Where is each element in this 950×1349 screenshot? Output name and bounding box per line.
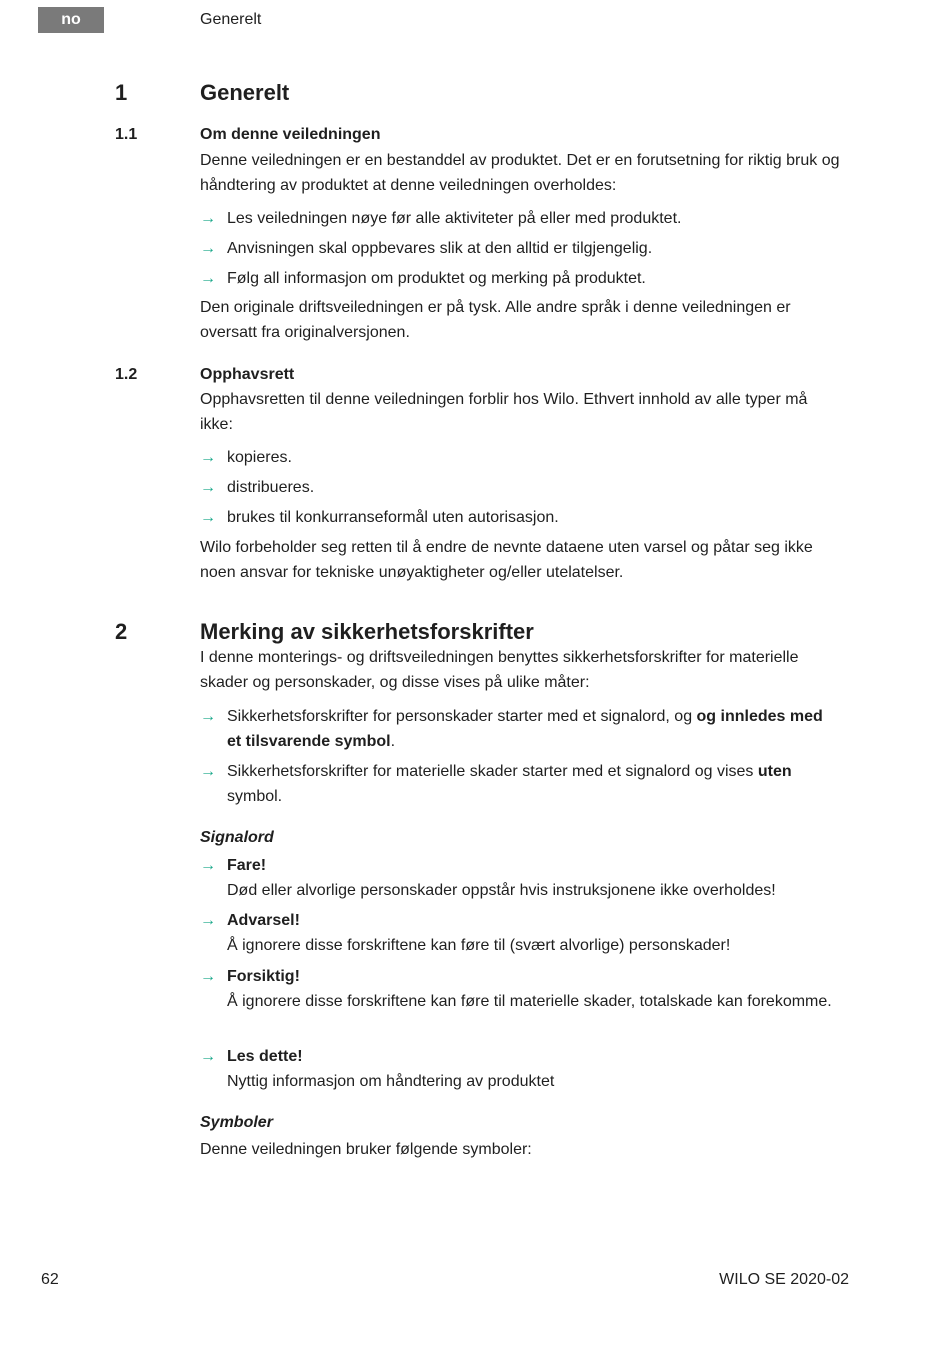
signal-item: → Advarsel! Å ignorere disse forskriftene kan føre til (svært alvorlige) personskader!: [200, 908, 840, 958]
arrow-right-icon: →: [200, 479, 216, 496]
section-1-2-intro: Opphavsretten til denne veiledningen forblir hos Wilo. Ethvert innhold av alle typer må ikke:: [200, 391, 808, 433]
arrow-right-icon: →: [200, 240, 216, 257]
document-id: WILO SE 2020-02: [719, 1271, 849, 1288]
list-item: → Les veiledningen nøye før alle aktiviteter på eller med produktet.: [200, 206, 840, 231]
section-2-title: Merking av sikkerhetsforskrifter: [200, 619, 534, 644]
list-item: → Sikkerhetsforskrifter for materielle skader starter med et signalord og vises uten symbol.: [200, 759, 840, 809]
arrow-right-icon: →: [200, 708, 216, 725]
running-head: Generelt: [200, 11, 262, 28]
section-2-number: 2: [115, 619, 128, 644]
section-1-1-number: 1.1: [115, 126, 138, 143]
list-item: → distribueres.: [200, 475, 840, 500]
section-1-1-intro: Denne veiledningen er en bestanddel av produktet. Det er en forutsetning for riktig bruk og håndtering av produktet at denne veiledningen overholdes:: [200, 152, 840, 194]
page-number: 62: [41, 1271, 59, 1288]
signal-item: → Fare! Død eller alvorlige personskader oppstår hvis instruksjonene ikke overholdes!: [200, 853, 840, 903]
arrow-right-icon: →: [200, 968, 216, 985]
section-1-2-title: Opphavsrett: [200, 366, 295, 383]
arrow-right-icon: →: [200, 1048, 216, 1065]
arrow-right-icon: →: [200, 509, 216, 526]
language-tab: no: [38, 7, 104, 33]
list-item: → Følg all informasjon om produktet og merking på produktet.: [200, 266, 840, 291]
section-1-1-outro: Den originale driftsveiledningen er på tysk. Alle andre språk i denne veiledningen er oversatt fra originalversjonen.: [200, 299, 791, 341]
section-1-number: 1: [115, 80, 128, 105]
section-1-2-outro: Wilo forbeholder seg retten til å endre de nevnte dataene uten varsel og påtar seg ikke noen ansvar for tekniske unøyaktigheter og/eller utelatelser.: [200, 539, 813, 581]
arrow-right-icon: →: [200, 857, 216, 874]
list-item: → kopieres.: [200, 445, 840, 470]
section-2-intro: I denne monterings- og driftsveiledningen benyttes sikkerhetsforskrifter for materielle skader og personskader, og disse vises på ulike måter:: [200, 649, 799, 691]
section-1-2-number: 1.2: [115, 366, 138, 383]
section-1-title: Generelt: [200, 80, 290, 105]
arrow-right-icon: →: [200, 270, 216, 287]
symbols-intro: Denne veiledningen bruker følgende symboler:: [200, 1141, 532, 1158]
arrow-right-icon: →: [200, 210, 216, 227]
section-1-1-title: Om denne veiledningen: [200, 126, 381, 143]
list-item: → Sikkerhetsforskrifter for personskader starter med et signalord, og og innledes med et tilsvarende symbol.: [200, 704, 840, 754]
signal-item: → Les dette! Nyttig informasjon om håndtering av produktet: [200, 1044, 840, 1094]
arrow-right-icon: →: [200, 763, 216, 780]
arrow-right-icon: →: [200, 912, 216, 929]
arrow-right-icon: →: [200, 449, 216, 466]
list-item: → Anvisningen skal oppbevares slik at den alltid er tilgjengelig.: [200, 236, 840, 261]
symbols-heading: Symboler: [200, 1114, 273, 1131]
signal-item: → Forsiktig! Å ignorere disse forskriftene kan føre til materielle skader, totalskade kan forekomme.: [200, 964, 840, 1014]
list-item: → brukes til konkurranseformål uten autorisasjon.: [200, 505, 840, 530]
signal-words-heading: Signalord: [200, 829, 274, 846]
